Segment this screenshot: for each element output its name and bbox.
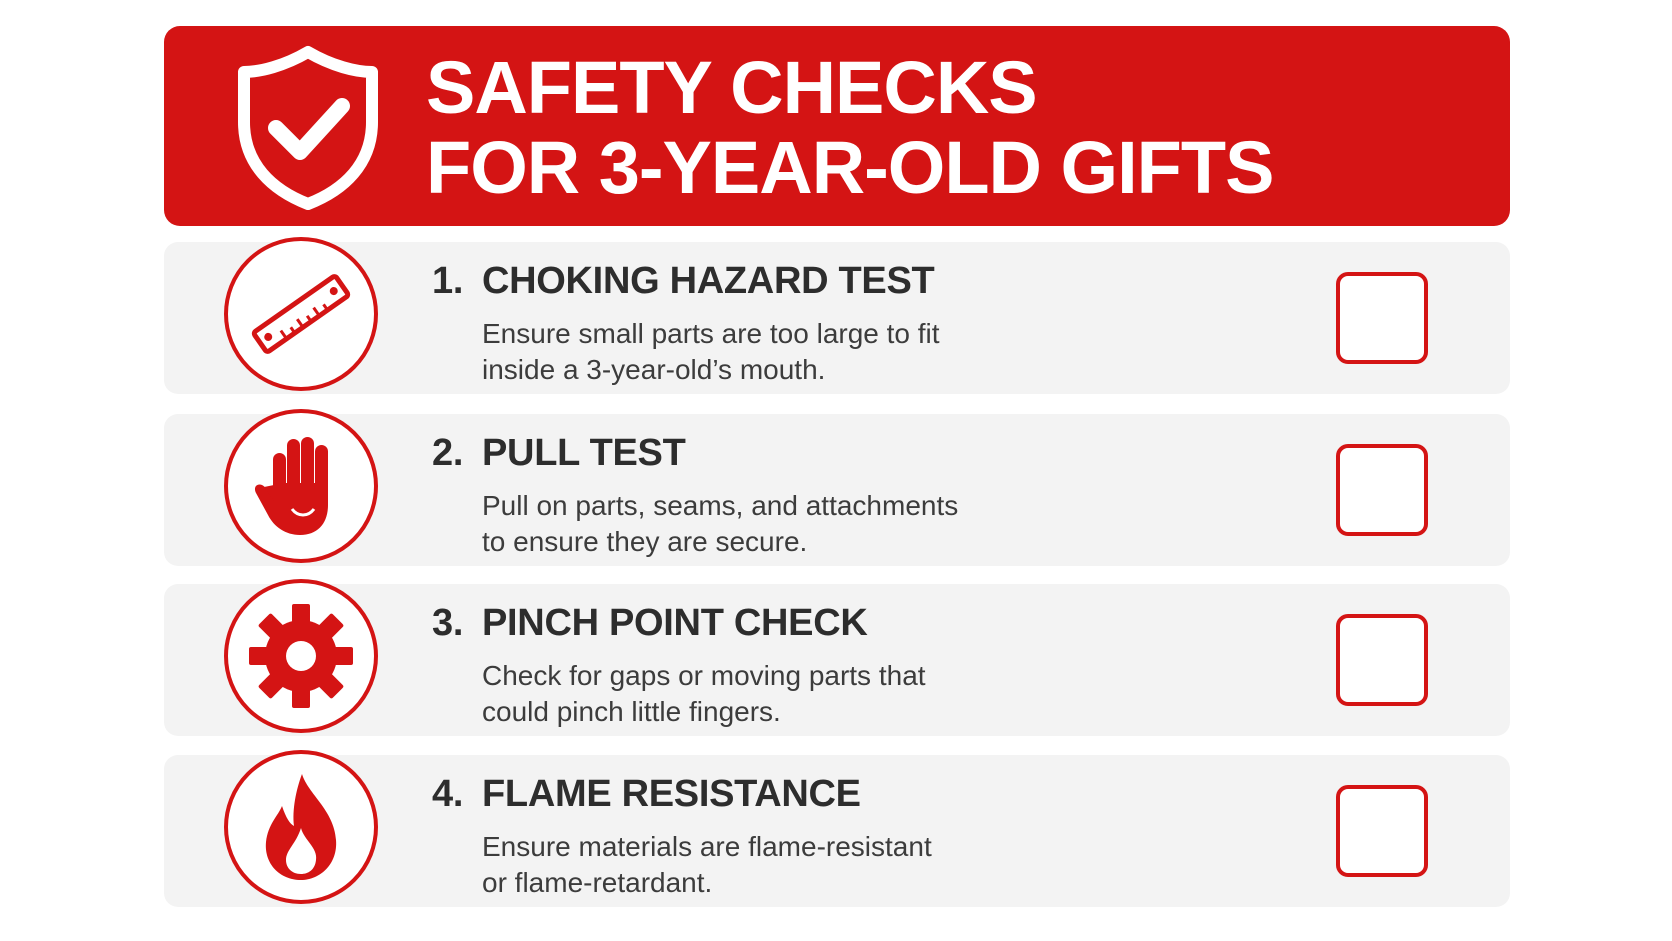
description-line-2: could pinch little fingers. [482,696,781,727]
header-banner [164,26,1510,226]
check-title-text: PINCH POINT CHECK [482,602,868,644]
description-line-1: Ensure small parts are too large to fit [482,318,940,349]
description-line-2: or flame-retardant. [482,867,713,898]
check-number: 2. [432,432,464,474]
check-description [482,658,1042,730]
check-title-text: FLAME RESISTANCE [482,773,861,815]
check-description [482,829,1042,901]
check-title [432,773,861,816]
check-description [482,316,1042,388]
check-title [432,260,934,303]
ruler-icon [228,241,374,387]
title-line-2: FOR 3-YEAR-OLD GIFTS [426,126,1274,209]
flame-icon [228,754,374,900]
check-title [432,432,686,475]
check-title-text: PULL TEST [482,432,686,474]
icon-circle [224,237,378,391]
checkbox-pinch[interactable] [1336,614,1428,706]
check-item-flame [164,755,1510,907]
description-line-2: to ensure they are secure. [482,526,808,557]
check-item-choking [164,242,1510,394]
checkbox-pull[interactable] [1336,444,1428,536]
icon-circle [224,409,378,563]
checkbox-flame[interactable] [1336,785,1428,877]
check-number: 3. [432,602,464,644]
icon-circle [224,750,378,904]
check-title [432,602,867,645]
check-item-pull [164,414,1510,566]
gear-icon [228,583,374,729]
check-title-text: CHOKING HAZARD TEST [482,260,935,302]
hand-icon [228,413,374,559]
icon-circle [224,579,378,733]
description-line-2: inside a 3-year-old’s mouth. [482,354,826,385]
checkbox-choking[interactable] [1336,272,1428,364]
shield-check-icon [236,44,380,212]
description-line-1: Check for gaps or moving parts that [482,660,926,691]
check-item-pinch [164,584,1510,736]
description-line-1: Ensure materials are flame-resistant [482,831,932,862]
description-line-1: Pull on parts, seams, and attachments [482,490,959,521]
check-description [482,488,1042,560]
title-line-1: SAFETY CHECKS [426,46,1037,129]
check-number: 1. [432,260,464,302]
page-title [426,48,1273,208]
check-number: 4. [432,773,464,815]
